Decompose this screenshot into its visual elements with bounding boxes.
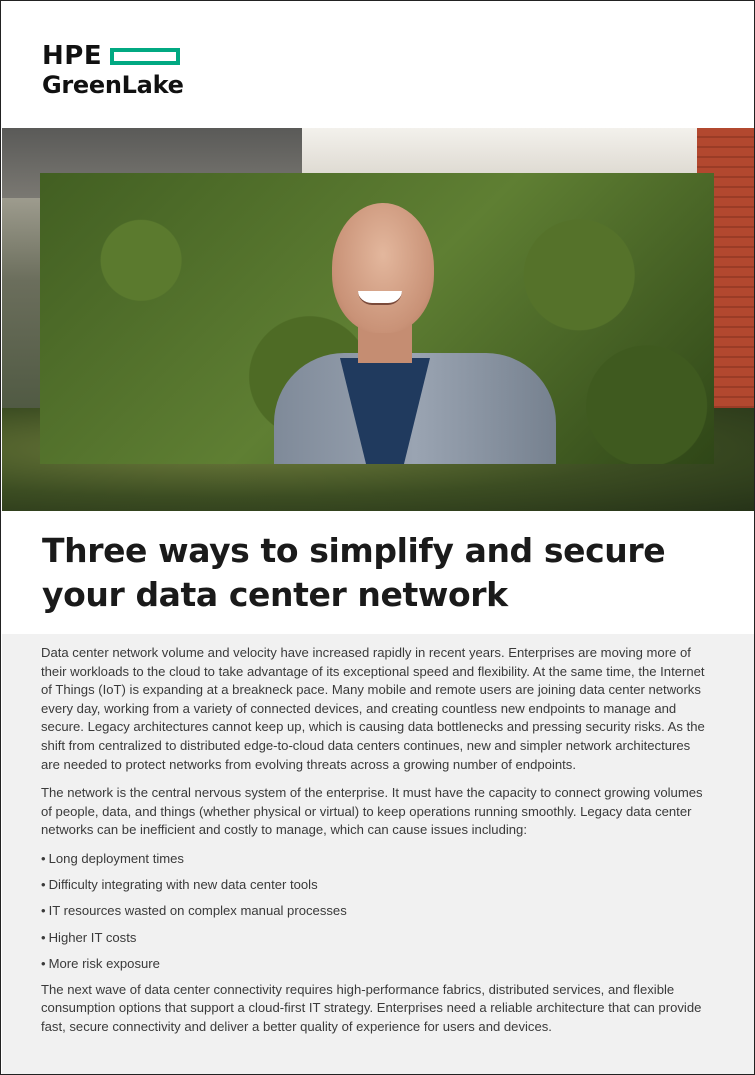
hero-photo [2, 128, 755, 511]
list-item: • IT resources wasted on complex manual processes [41, 903, 347, 919]
bullet-icon: • [41, 877, 46, 893]
issues-list [41, 850, 711, 973]
list-item: • Higher IT costs [41, 929, 137, 945]
logo-hpe-text: HPE [42, 41, 103, 71]
list-item: • Difficulty integrating with new data center tools [41, 877, 318, 893]
network-paragraph: The network is the central nervous system of the enterprise. It must have the capacity to connect growing volumes of people, data, and things (whether physical or virtual) to keep operations running smoothly. Legacy data center networks can be inefficient and costly to manage, which can cause issues including: [41, 785, 703, 838]
photo-framed-portrait [40, 173, 714, 464]
list-item: • Long deployment times [41, 850, 184, 866]
intro-paragraph: Data center network volume and velocity have increased rapidly in recent years. Enterprises are moving more of their workloads to the cloud to take advantage of its exceptional speed and flexibility. At the same time, the Internet of Things (IoT) is expanding at a breakneck pace. Many mobile and remote users are joining data center networks every day, working from a variety of connected devices, and creating countless new endpoints to manage and secure. Legacy architectures cannot keep up, which is causing data bottlenecks and pressing security risks. As the shift from centralized to distributed edge-to-cloud data centers continues, new and simpler network architectures are needed to protect networks from evolving threats across a growing number of endpoints. [41, 645, 705, 772]
page-title [42, 529, 722, 617]
bullet-icon: • [41, 929, 46, 945]
body-content [41, 644, 711, 1047]
bullet-icon: • [41, 903, 46, 919]
logo-top-row [42, 41, 184, 71]
title-line-2: your data center network [42, 575, 508, 614]
logo-green-rectangle-icon [110, 48, 180, 65]
logo-greenlake-text: GreenLake [42, 71, 184, 99]
bullet-icon: • [41, 850, 46, 866]
list-item: • More risk exposure [41, 955, 160, 971]
title-line-1: Three ways to simplify and secure [42, 531, 666, 570]
conclusion-paragraph: The next wave of data center connectivity requires high-performance fabrics, distributed services, and flexible consumption options that support a cloud-first IT strategy. Enterprises need a reliable architecture that can provide fast, secure connectivity and deliver a better quality of experience for users and devices. [41, 981, 702, 1035]
hpe-greenlake-logo [42, 41, 184, 99]
person-head [332, 203, 434, 333]
bullet-icon: • [41, 955, 46, 971]
